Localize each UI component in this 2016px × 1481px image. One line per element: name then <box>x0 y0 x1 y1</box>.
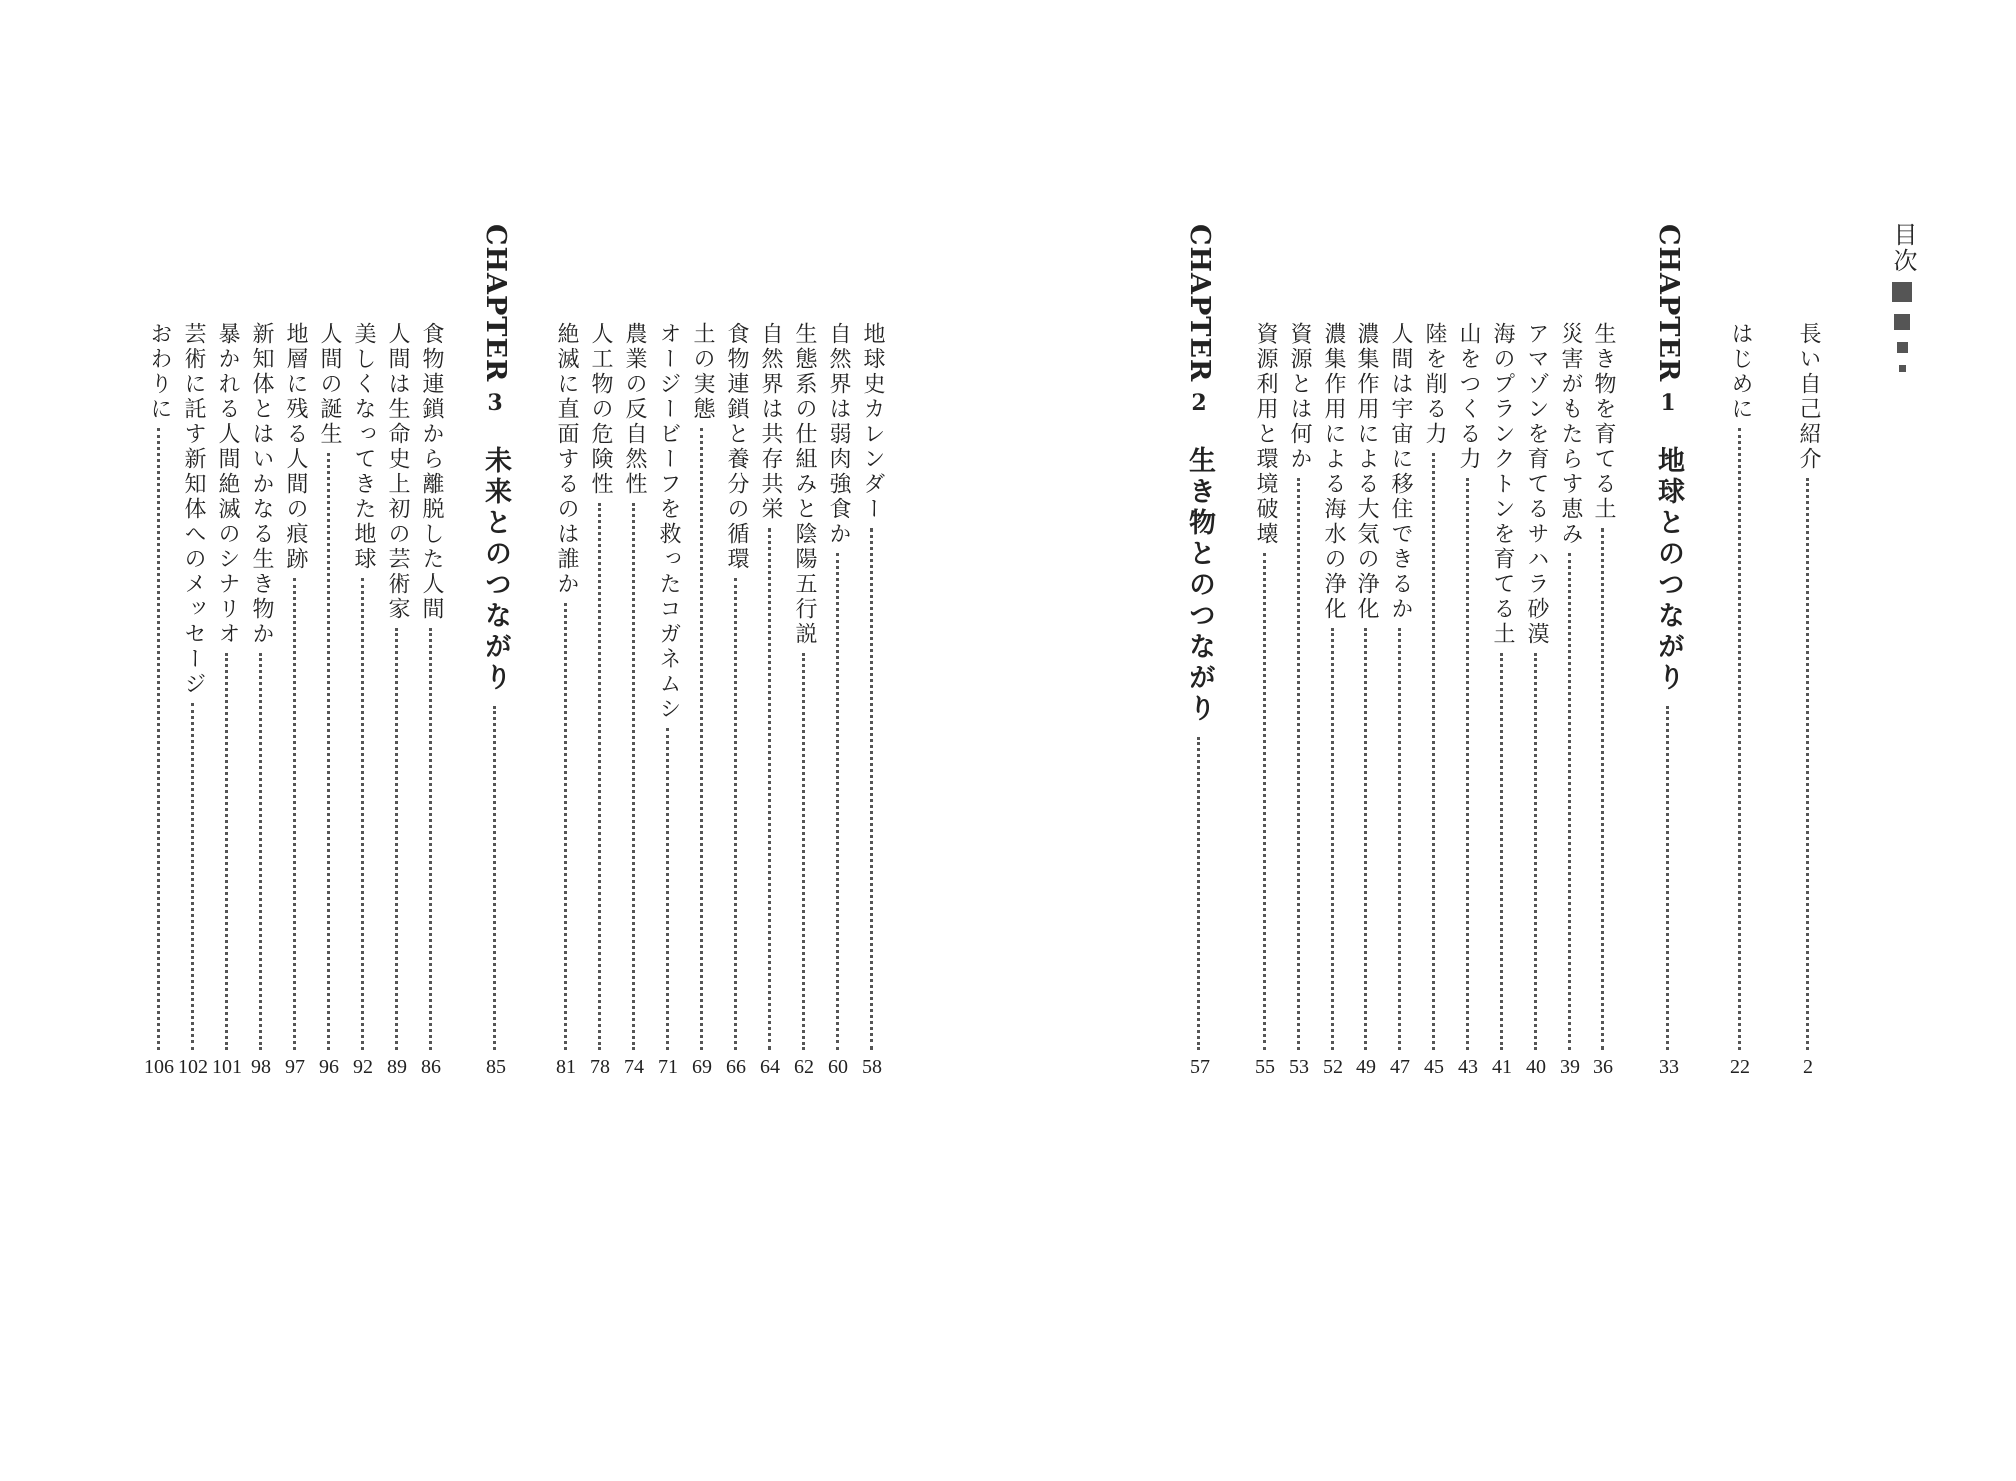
page-number: 97 <box>285 1056 305 1078</box>
toc-entry[interactable] <box>657 322 679 722</box>
toc-entry[interactable] <box>555 322 577 597</box>
toc-entry[interactable] <box>318 322 340 447</box>
dot-leader <box>1666 706 1669 1050</box>
dot-leader <box>1364 628 1367 1050</box>
page-number: 62 <box>794 1056 814 1078</box>
page-number: 66 <box>726 1056 746 1078</box>
toc-entry[interactable] <box>1423 322 1445 447</box>
toc-entry[interactable] <box>386 322 408 622</box>
page-number: 36 <box>1593 1056 1613 1078</box>
entry-title: 災害がもたらす恵み <box>1558 322 1583 547</box>
dot-leader <box>1738 428 1741 1050</box>
page-number: 53 <box>1289 1056 1309 1078</box>
entry-title: 食物連鎖から離脱した人間 <box>419 322 444 622</box>
dot-leader <box>734 578 737 1050</box>
chapter-heading[interactable] <box>1655 224 1682 694</box>
dot-leader <box>361 578 364 1050</box>
entry-title: はじめに <box>1728 322 1753 422</box>
page-number: 40 <box>1526 1056 1546 1078</box>
page-number: 47 <box>1390 1056 1410 1078</box>
entry-title: 食物連鎖と養分の循環 <box>724 322 749 572</box>
entry-title: 長い自己紹介 <box>1796 322 1821 472</box>
entry-title: 人間は生命史上初の芸術家 <box>385 322 410 622</box>
toc-entry[interactable] <box>861 322 883 522</box>
dot-leader <box>768 528 771 1050</box>
page-number: 52 <box>1323 1056 1343 1078</box>
page-number: 43 <box>1458 1056 1478 1078</box>
toc-entry[interactable] <box>1322 322 1344 622</box>
entry-title: 自然界は弱肉強食か <box>826 322 851 547</box>
dot-leader <box>666 728 669 1050</box>
toc-entry[interactable] <box>1457 322 1479 472</box>
toc-entry[interactable] <box>182 322 204 697</box>
page-number: 57 <box>1190 1056 1210 1078</box>
dot-leader <box>191 703 194 1050</box>
dot-leader <box>802 653 805 1050</box>
entry-title: 自然界は共存共栄 <box>758 322 783 522</box>
toc-entry[interactable] <box>1525 322 1547 647</box>
page-number: 69 <box>692 1056 712 1078</box>
dot-leader <box>870 528 873 1050</box>
page-number: 86 <box>421 1056 441 1078</box>
page-number: 96 <box>319 1056 339 1078</box>
chapter-heading[interactable] <box>1186 224 1213 725</box>
heading-square-small <box>1897 342 1908 353</box>
chapter-title: 未来とのつながり <box>480 446 511 695</box>
toc-heading: 目次 <box>1889 222 1917 274</box>
page-number: 74 <box>624 1056 644 1078</box>
page-number: 78 <box>590 1056 610 1078</box>
toc-entry[interactable] <box>691 322 713 422</box>
entry-title: 人工物の危険性 <box>588 322 613 497</box>
dot-leader <box>1263 553 1266 1050</box>
page-number: 102 <box>178 1056 208 1078</box>
dot-leader <box>1806 478 1809 1050</box>
heading-square-large <box>1892 282 1912 302</box>
dot-leader <box>1500 653 1503 1050</box>
entry-title: 人間の誕生 <box>317 322 342 447</box>
toc-entry[interactable] <box>725 322 747 572</box>
dot-leader <box>395 628 398 1050</box>
dot-leader <box>700 428 703 1050</box>
page-number: 98 <box>251 1056 271 1078</box>
toc-entry[interactable] <box>759 322 781 522</box>
entry-title: 地球史カレンダー <box>860 322 885 522</box>
entry-title: オージービーフを救ったコガネムシ <box>656 322 681 722</box>
dot-leader <box>1568 553 1571 1050</box>
page-number: 106 <box>144 1056 174 1078</box>
dot-leader <box>598 503 601 1050</box>
entry-title: 生き物を育てる土 <box>1591 322 1616 522</box>
dot-leader <box>493 706 496 1050</box>
dot-leader <box>564 603 567 1050</box>
dot-leader <box>327 453 330 1050</box>
chapter-number: 2 <box>1191 390 1207 417</box>
entry-title: 山をつくる力 <box>1456 322 1481 472</box>
entry-title: 海のプランクトンを育てる土 <box>1490 322 1515 647</box>
dot-leader <box>632 503 635 1050</box>
dot-leader <box>225 653 228 1050</box>
dot-leader <box>1534 653 1537 1050</box>
entry-title: 地層に残る人間の痕跡 <box>283 322 308 572</box>
toc-entry[interactable] <box>793 322 815 647</box>
chapter-label: CHAPTER <box>1653 224 1684 383</box>
toc-entry[interactable] <box>284 322 306 572</box>
toc-entry[interactable] <box>250 322 272 647</box>
toc-entry[interactable] <box>148 322 170 422</box>
page-number: 33 <box>1659 1056 1679 1078</box>
entry-title: 絶滅に直面するのは誰か <box>554 322 579 597</box>
page-number: 71 <box>658 1056 678 1078</box>
chapter-label: CHAPTER <box>480 224 511 383</box>
toc-entry[interactable] <box>1797 322 1819 472</box>
toc-entry[interactable] <box>1491 322 1513 647</box>
page-number: 81 <box>556 1056 576 1078</box>
page-number: 22 <box>1730 1056 1750 1078</box>
dot-leader <box>1331 628 1334 1050</box>
toc-entry[interactable] <box>1729 322 1751 422</box>
entry-title: 農業の反自然性 <box>622 322 647 497</box>
entry-title: 濃集作用による大気の浄化 <box>1354 322 1379 622</box>
entry-title: 資源利用と環境破壊 <box>1253 322 1278 547</box>
page-number: 89 <box>387 1056 407 1078</box>
chapter-title: 生き物とのつながり <box>1184 446 1215 726</box>
entry-title: 濃集作用による海水の浄化 <box>1321 322 1346 622</box>
toc-entry[interactable] <box>352 322 374 572</box>
entry-title: おわりに <box>147 322 172 422</box>
entry-title: 美しくなってきた地球 <box>351 322 376 572</box>
entry-title: 人間は宇宙に移住できるか <box>1388 322 1413 622</box>
toc-entry[interactable] <box>827 322 849 547</box>
page-number: 49 <box>1356 1056 1376 1078</box>
entry-title: 資源とは何か <box>1287 322 1312 472</box>
toc-entry[interactable] <box>1288 322 1310 472</box>
toc-entry[interactable] <box>1389 322 1411 622</box>
toc-entry[interactable] <box>1254 322 1276 547</box>
toc-entry[interactable] <box>623 322 645 497</box>
page-number: 45 <box>1424 1056 1444 1078</box>
toc-entry[interactable] <box>1559 322 1581 547</box>
dot-leader <box>1432 453 1435 1050</box>
entry-title: 土の実態 <box>690 322 715 422</box>
dot-leader <box>157 428 160 1050</box>
chapter-title: 地球とのつながり <box>1653 446 1684 695</box>
dot-leader <box>1466 478 1469 1050</box>
toc-entry[interactable] <box>420 322 442 622</box>
toc-entry[interactable] <box>1592 322 1614 522</box>
toc-entry[interactable] <box>1355 322 1377 622</box>
toc-entry[interactable] <box>589 322 611 497</box>
page-number: 55 <box>1255 1056 1275 1078</box>
entry-title: 新知体とはいかなる生き物か <box>249 322 274 647</box>
entry-title: 生態系の仕組みと陰陽五行説 <box>792 322 817 647</box>
page-number: 85 <box>486 1056 506 1078</box>
entry-title: 陸を削る力 <box>1422 322 1447 447</box>
dot-leader <box>1297 478 1300 1050</box>
toc-entry[interactable] <box>216 322 238 647</box>
dot-leader <box>836 553 839 1050</box>
page-number: 58 <box>862 1056 882 1078</box>
page-number: 60 <box>828 1056 848 1078</box>
chapter-heading[interactable] <box>482 224 509 694</box>
entry-title: アマゾンを育てるサハラ砂漠 <box>1524 322 1549 647</box>
chapter-number: 3 <box>487 390 503 417</box>
dot-leader <box>1398 628 1401 1050</box>
page-number: 64 <box>760 1056 780 1078</box>
heading-square-medium <box>1894 314 1910 330</box>
entry-title: 暴かれる人間絶滅のシナリオ <box>215 322 240 647</box>
page-number: 39 <box>1560 1056 1580 1078</box>
dot-leader <box>293 578 296 1050</box>
entry-title: 芸術に託す新知体へのメッセージ <box>181 322 206 697</box>
dot-leader <box>259 653 262 1050</box>
dot-leader <box>1197 737 1200 1050</box>
page-number: 2 <box>1803 1056 1813 1078</box>
page-number: 41 <box>1492 1056 1512 1078</box>
dot-leader <box>429 628 432 1050</box>
page-number: 92 <box>353 1056 373 1078</box>
chapter-label: CHAPTER <box>1184 224 1215 383</box>
chapter-number: 1 <box>1660 390 1676 417</box>
page-number: 101 <box>212 1056 242 1078</box>
heading-square-tiny <box>1899 365 1906 372</box>
dot-leader <box>1601 528 1604 1050</box>
